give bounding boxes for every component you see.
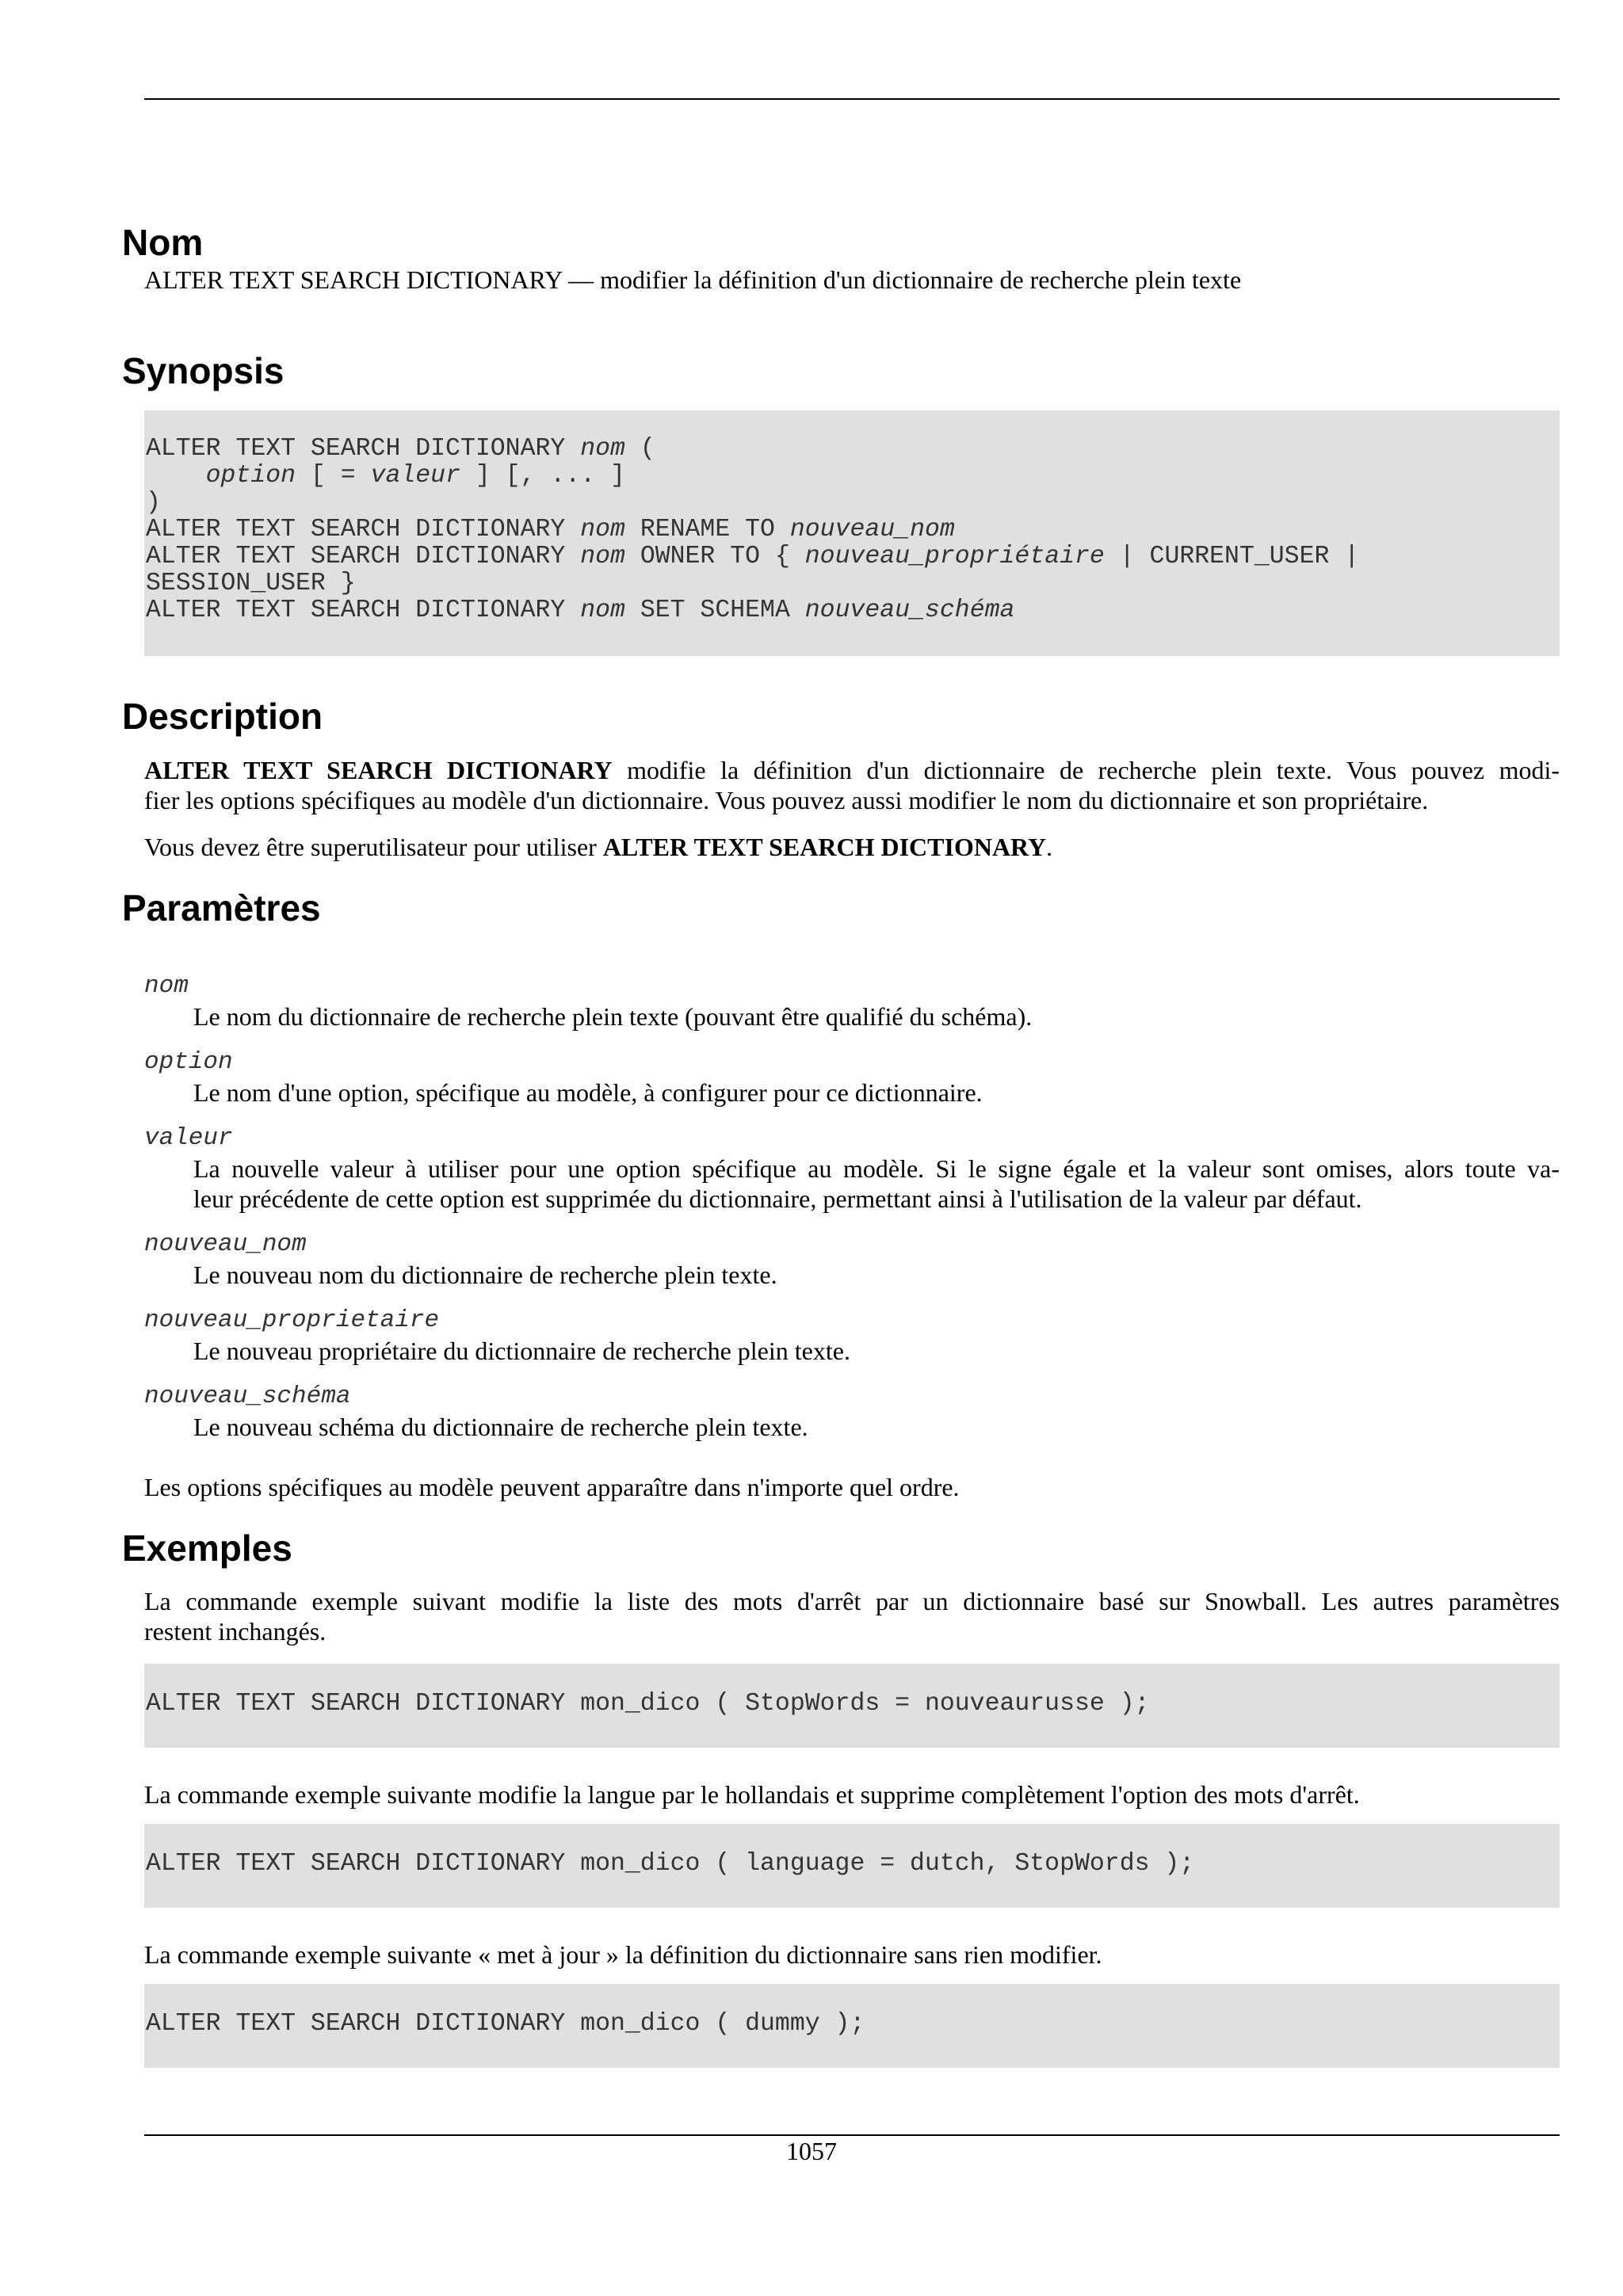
example-code-block-2 bbox=[144, 1824, 1560, 1908]
description-p1-text: modifie la définition d'un dictionnaire de recherche plein texte. Vous pouvez modi- bbox=[612, 756, 1560, 784]
section-heading-synopsis: Synopsis bbox=[122, 350, 285, 391]
description-p1-line-2: fier les options spécifiques au modèle d'un dictionnaire. Vous pouvez aussi modifier le nom du dictionnaire et son propriétaire. bbox=[144, 786, 1429, 814]
example-code-block-1 bbox=[144, 1664, 1560, 1748]
parameter-definition bbox=[193, 1154, 1560, 1214]
section-heading-description: Description bbox=[122, 696, 323, 737]
parameter-term: nom bbox=[144, 972, 189, 1000]
exemples-text-3: La commande exemple suivante « met à jour » la définition du dictionnaire sans rien modifier. bbox=[144, 1940, 1102, 1969]
nom-text: ALTER TEXT SEARCH DICTIONARY — modifier la définition d'un dictionnaire de recherche plein texte bbox=[144, 265, 1242, 294]
section-heading-parametres: Paramètres bbox=[122, 887, 321, 929]
synopsis-placeholder: nouveau_propriétaire bbox=[804, 543, 1105, 570]
parameter-definition-line: La nouvelle valeur à utiliser pour une option spécifique au modèle. Si le signe égale et la valeur sont omises, alors toute va- bbox=[193, 1154, 1560, 1183]
parameter-definition bbox=[193, 1077, 1560, 1108]
parameter-definition-line: Le nouveau propriétaire du dictionnaire de recherche plein texte. bbox=[193, 1337, 850, 1365]
synopsis-token: ALTER TEXT SEARCH DICTIONARY bbox=[146, 597, 581, 624]
parameter-definition bbox=[193, 1336, 1560, 1366]
synopsis-token: ] [, ... ] bbox=[460, 462, 625, 490]
header-rule bbox=[144, 98, 1560, 100]
exemples-intro-line-1: La commande exemple suivant modifie la liste des mots d'arrêt par un dictionnaire basé sur Snowball. Les autres paramètres bbox=[144, 1587, 1560, 1615]
parameter-definition-line: Le nouveau schéma du dictionnaire de recherche plein texte. bbox=[193, 1413, 808, 1441]
parameter-definition bbox=[193, 1001, 1560, 1032]
exemples-intro bbox=[144, 1586, 1560, 1646]
synopsis-token: SESSION_USER } bbox=[146, 570, 356, 597]
synopsis-token: OWNER TO { bbox=[624, 543, 805, 570]
synopsis-placeholder: option bbox=[205, 462, 296, 490]
description-p2-text: Vous devez être superutilisateur pour utiliser bbox=[144, 833, 603, 861]
synopsis-code bbox=[146, 436, 1560, 624]
description-paragraph-1 bbox=[144, 755, 1560, 815]
example-code-2: ALTER TEXT SEARCH DICTIONARY mon_dico ( language = dutch, StopWords ); bbox=[146, 1850, 1195, 1878]
command-name-bold: ALTER TEXT SEARCH DICTIONARY bbox=[144, 756, 613, 784]
synopsis-token: | CURRENT_USER | bbox=[1104, 543, 1360, 570]
section-heading-exemples: Exemples bbox=[122, 1527, 292, 1569]
synopsis-token: ( bbox=[624, 435, 655, 463]
synopsis-placeholder: nom bbox=[580, 435, 625, 463]
example-code-3: ALTER TEXT SEARCH DICTIONARY mon_dico ( dummy ); bbox=[146, 2010, 865, 2038]
synopsis-placeholder: nom bbox=[580, 597, 625, 624]
synopsis-code-block bbox=[144, 410, 1560, 656]
synopsis-placeholder: valeur bbox=[370, 462, 460, 490]
synopsis-token: RENAME TO bbox=[624, 516, 790, 543]
parametres-note: Les options spécifiques au modèle peuvent apparaître dans n'importe quel ordre. bbox=[144, 1473, 960, 1501]
synopsis-placeholder: nom bbox=[580, 543, 625, 570]
parameter-term: nouveau_proprietaire bbox=[144, 1306, 440, 1334]
synopsis-placeholder: nouveau_schéma bbox=[804, 597, 1015, 624]
synopsis-placeholder: nom bbox=[580, 516, 625, 543]
section-heading-nom: Nom bbox=[122, 222, 204, 263]
synopsis-token: ALTER TEXT SEARCH DICTIONARY bbox=[146, 543, 581, 570]
parameter-term: valeur bbox=[144, 1124, 233, 1152]
parameter-definition-line: Le nouveau nom du dictionnaire de recherche plein texte. bbox=[193, 1261, 777, 1289]
exemples-text-2: La commande exemple suivante modifie la langue par le hollandais et supprime complètement l'option des mots d'arrêt. bbox=[144, 1780, 1360, 1809]
example-code-block-3 bbox=[144, 1984, 1560, 2068]
synopsis-token bbox=[146, 462, 206, 490]
synopsis-token: SET SCHEMA bbox=[624, 597, 805, 624]
synopsis-token: [ = bbox=[296, 462, 371, 490]
example-code-1: ALTER TEXT SEARCH DICTIONARY mon_dico ( StopWords = nouveaurusse ); bbox=[146, 1690, 1150, 1718]
synopsis-token: ALTER TEXT SEARCH DICTIONARY bbox=[146, 435, 581, 463]
parameter-definition bbox=[193, 1412, 1560, 1442]
parameter-definition-line: Le nom du dictionnaire de recherche plein texte (pouvant être qualifié du schéma). bbox=[193, 1002, 1033, 1031]
parameter-term: nouveau_schéma bbox=[144, 1383, 351, 1410]
parameter-definition-line: leur précédente de cette option est supprimée du dictionnaire, permettant ainsi à l'utilisation de la valeur par défaut. bbox=[193, 1184, 1362, 1213]
parameter-term: option bbox=[144, 1048, 233, 1076]
synopsis-token: ALTER TEXT SEARCH DICTIONARY bbox=[146, 516, 581, 543]
description-paragraph-2 bbox=[144, 832, 1560, 862]
exemples-intro-line-2: restent inchangés. bbox=[144, 1617, 327, 1646]
command-name-bold: ALTER TEXT SEARCH DICTIONARY bbox=[602, 833, 1047, 861]
parameter-definition bbox=[193, 1260, 1560, 1290]
parameter-definition-line: Le nom d'une option, spécifique au modèle, à configurer pour ce dictionnaire. bbox=[193, 1078, 983, 1107]
synopsis-token: ) bbox=[146, 489, 161, 517]
page-number: 1057 bbox=[786, 2137, 837, 2165]
synopsis-placeholder: nouveau_nom bbox=[789, 516, 955, 543]
parameter-term: nouveau_nom bbox=[144, 1230, 307, 1258]
description-p2-end: . bbox=[1046, 833, 1053, 861]
description-p1-line-1 bbox=[144, 755, 1560, 785]
